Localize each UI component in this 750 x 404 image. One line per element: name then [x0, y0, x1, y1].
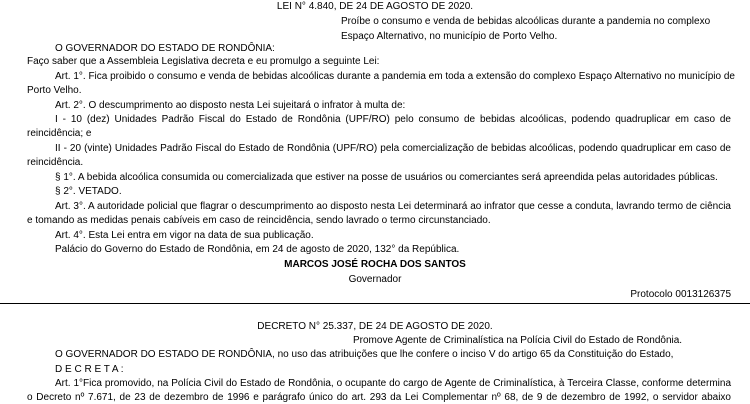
signer-name: MARCOS JOSÉ ROCHA DOS SANTOS — [284, 259, 466, 270]
decreto-art1-line-1: Art. 1°Fica promovido, na Polícia Civil do Estado de Rondônia, o ocupante do cargo de Agente de Criminalística, à Terceira Classe, conforme determina — [55, 378, 731, 389]
lei-inciso-2-line-1: II - 20 (vinte) Unidades Padrão Fiscal do Estado de Rondônia (UPF/RO) pela comercialização de bebidas alcoólicas, podendo quadruplicar em caso de — [55, 143, 731, 154]
decreto-ementa: Promove Agente de Criminalística na Polícia Civil do Estado de Rondônia. — [353, 335, 683, 346]
lei-inciso-1-line-2: reincidência; e — [27, 128, 92, 139]
lei-palacio: Palácio do Governo do Estado de Rondônia, em 24 de agosto de 2020, 132° da República. — [55, 244, 460, 255]
lei-art3-line-2: e tomando as medidas penais cabíveis em caso de reincidência, sendo lavrado o termo circunstanciado. — [27, 215, 491, 226]
lei-ementa-line-1: Proíbe o consumo e venda de bebidas alcoólicas durante a pandemia no complexo — [341, 16, 711, 27]
lei-art1-line-2: Porto Velho. — [27, 85, 82, 96]
decreto-art1-line-2: o Decreto nº 7.671, de 23 de dezembro de 1996 e parágrafo único do art. 293 da Lei Complementar nº 68, de 9 de dezembro de 1992, o servidor abaixo — [27, 392, 731, 403]
lei-inciso-2-line-2: reincidência. — [27, 157, 84, 168]
lei-paragraph-2: § 2°. VETADO. — [55, 186, 122, 197]
lei-art1-line-1: Art. 1°. Fica proibido o consumo e venda de bebidas alcoólicas durante a pandemia em toda a extensão do complexo Espaço Alternativo no município de — [55, 71, 735, 82]
lei-governor-header: O GOVERNADOR DO ESTADO DE RONDÔNIA: — [55, 43, 275, 54]
protocolo: Protocolo 0013126375 — [630, 289, 731, 300]
lei-intro: Faço saber que a Assembleia Legislativa decreta e eu promulgo a seguinte Lei: — [27, 56, 380, 67]
lei-art4: Art. 4°. Esta Lei entra em vigor na data de sua publicação. — [55, 230, 314, 241]
decreto-governor-header: O GOVERNADOR DO ESTADO DE RONDÔNIA, no uso das atribuições que lhe confere o inciso V do artigo 65 da Constituição do Estado, — [55, 349, 674, 360]
lei-paragraph-1: § 1°. A bebida alcoólica consumida ou comercializada que estiver na posse de usuários ou comerciantes será apreendida pelas autoridades públicas. — [55, 172, 718, 183]
section-divider — [0, 303, 750, 304]
lei-ementa-line-2: Espaço Alternativo, no município de Porto Velho. — [341, 31, 558, 42]
lei-inciso-1-line-1: I - 10 (dez) Unidades Padrão Fiscal do Estado de Rondônia (UPF/RO) pelo consumo de bebidas alcoólicas, podendo quadruplicar em caso de — [55, 114, 731, 125]
decreto-decreta: D E C R E T A : — [55, 364, 124, 375]
signer-role: Governador — [348, 274, 402, 285]
lei-title: LEI N° 4.840, DE 24 DE AGOSTO DE 2020. — [276, 1, 474, 12]
lei-art3-line-1: Art. 3°. A autoridade policial que flagrar o descumprimento ao disposto nesta Lei determinará ao infrator que cesse a conduta, lavrando termo de ciência — [55, 201, 731, 212]
decreto-title: DECRETO N° 25.337, DE 24 DE AGOSTO DE 2020. — [257, 321, 493, 332]
lei-art2: Art. 2°. O descumprimento ao disposto nesta Lei sujeitará o infrator à multa de: — [55, 100, 406, 111]
